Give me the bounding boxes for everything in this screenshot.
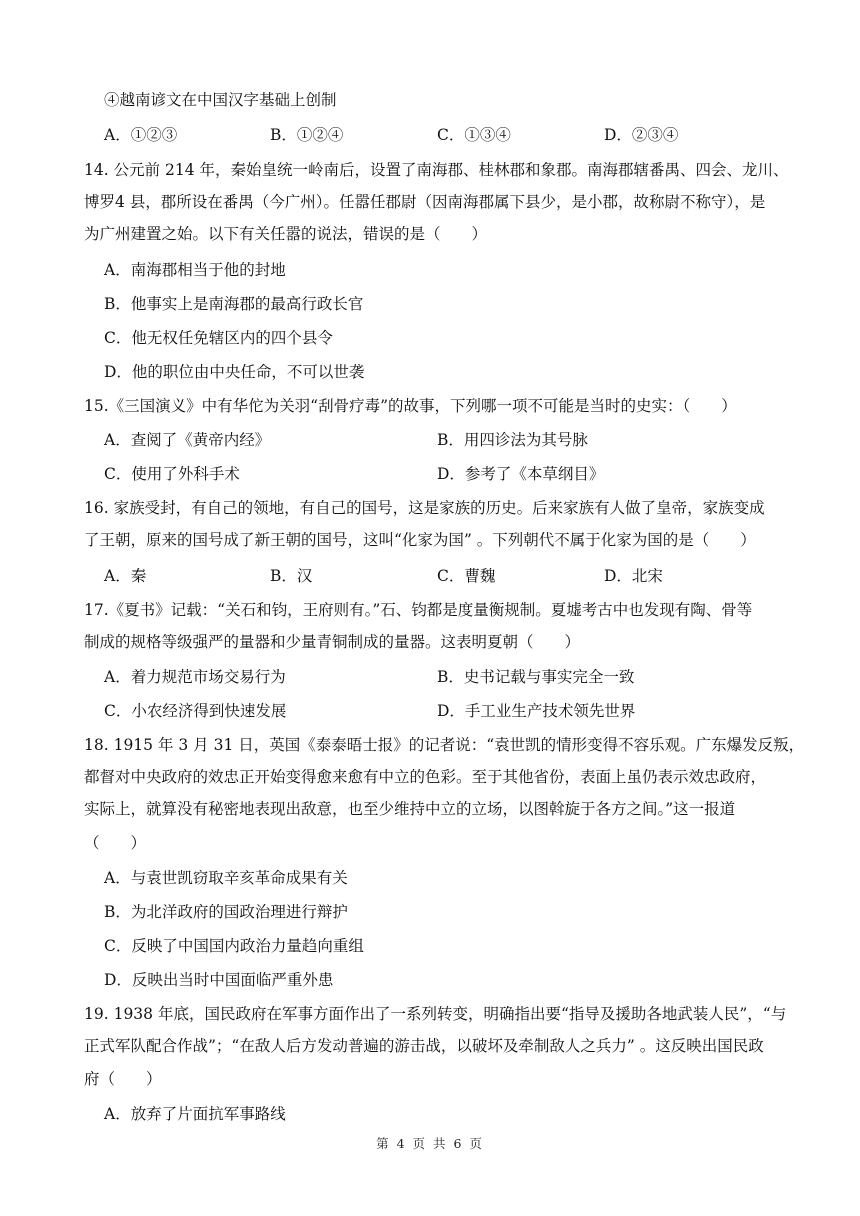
q17-option-d: D．手工业生产技术领先世界 — [437, 702, 636, 720]
q15-option-d: D．参考了《本草纲目》 — [437, 465, 605, 483]
q19-option-a: A．放弃了片面抗军事路线 — [104, 1105, 286, 1123]
q18-stem-line-3: 实际上，就算没有秘密地表现出敌意，也至少维持中立的立场，以图斡旋于各方之间。”这一报道 — [84, 800, 736, 818]
q14-stem-line-3: 为广州建置之始。以下有关任嚣的说法，错误的是（ ） — [84, 225, 488, 243]
q19-stem-line-3: 府（ ） — [84, 1070, 162, 1088]
q17-option-a: A．着力规范市场交易行为 — [104, 668, 286, 686]
q18-option-c: C．反映了中国国内政治力量趋向重组 — [104, 937, 364, 955]
q16-stem-line-2: 了王朝，原来的国号成了新王朝的国号，这叫“化家为国” 。下列朝代不属于化家为国的是（ ） — [84, 531, 756, 549]
q14-option-c: C．他无权任免辖区内的四个县令 — [104, 329, 333, 347]
q19-stem-line-1: 19. 1938 年底，国民政府在军事方面作出了一系列转变，明确指出要“指导及援助各地武装人民”，“与 — [84, 1005, 787, 1023]
q13-option-c: C．①③④ — [437, 126, 511, 144]
q18-option-b: B．为北洋政府的国政治理进行辩护 — [104, 903, 348, 921]
q17-option-c: C．小农经济得到快速发展 — [104, 702, 287, 720]
q13-option-a: A．①②③ — [104, 126, 178, 144]
q18-stem-line-1: 18. 1915 年 3 月 31 日，英国《泰泰晤士报》的记者说：“袁世凯的情形变得不容乐观。广东爆发反叛， — [84, 736, 805, 754]
q17-stem-line-1: 17.《夏书》记载：“关石和钧，王府则有。”石、钧都是度量衡规制。夏墟考古中也发现有陶、骨等 — [84, 601, 753, 619]
q18-stem-line-4: （ ） — [84, 834, 147, 852]
q18-stem-line-2: 都督对中央政府的效忠正开始变得愈来愈有中立的色彩。至于其他省份，表面上虽仍表示效忠政府， — [84, 768, 767, 786]
q14-stem-line-1: 14. 公元前 214 年，秦始皇统一岭南后，设置了南海郡、桂林郡和象郡。南海郡辖番禺、四会、龙川、 — [84, 161, 789, 179]
q15-option-b: B．用四诊法为其号脉 — [437, 431, 588, 449]
q13-option-d: D．②③④ — [604, 126, 679, 144]
q18-option-a: A．与袁世凯窃取辛亥革命成果有关 — [104, 869, 348, 887]
q17-stem-line-2: 制成的规格等级强严的量器和少量青铜制成的量器。这表明夏朝（ ） — [84, 633, 581, 651]
q13-item-4: ④越南谚文在中国汉字基础上创制 — [104, 91, 337, 109]
page-number-footer: 第 4 页 共 6 页 — [376, 1136, 484, 1151]
q19-stem-line-2: 正式军队配合作战”；“在敌人后方发动普遍的游击战，以破坏及牵制敌人之兵力” 。这反映出国民政 — [84, 1037, 764, 1055]
q14-stem-line-2: 博罗4 县，郡所设在番禺（今广州）。任嚣任郡尉（因南海郡属下县少，是小郡，故称尉不称守），是 — [84, 193, 766, 211]
q15-stem-line-1: 15.《三国演义》中有华佗为关羽“刮骨疗毒”的故事，下列哪一项不可能是当时的史实：（ ） — [84, 397, 737, 415]
q16-option-c: C．曹魏 — [437, 567, 496, 585]
q17-option-b: B．史书记载与事实完全一致 — [437, 668, 635, 686]
q18-option-d: D．反映出当时中国面临严重外患 — [104, 971, 334, 989]
q16-option-b: B．汉 — [270, 567, 313, 585]
q16-option-d: D．北宋 — [604, 567, 663, 585]
q15-option-c: C．使用了外科手术 — [104, 465, 240, 483]
q16-option-a: A．秦 — [104, 567, 147, 585]
q16-stem-line-1: 16. 家族受封，有自己的领地，有自己的国号，这是家族的历史。后来家族有人做了皇帝，家族变成 — [84, 499, 765, 517]
q15-option-a: A．查阅了《黄帝内经》 — [104, 431, 271, 449]
q14-option-a: A．南海郡相当于他的封地 — [104, 261, 286, 279]
q14-option-b: B．他事实上是南海郡的最高行政长官 — [104, 295, 364, 313]
q14-option-d: D．他的职位由中央任命，不可以世袭 — [104, 363, 365, 381]
q13-option-b: B．①②④ — [270, 126, 344, 144]
